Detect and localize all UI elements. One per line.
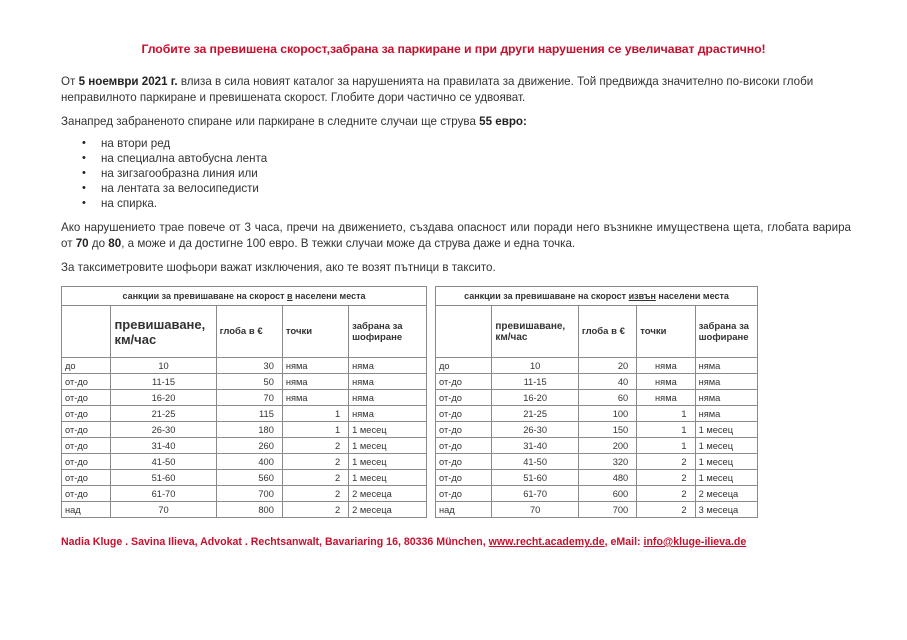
speed-excess-cell: 31-40 (111, 438, 216, 454)
parking-prefix: Занапред забраненото спиране или паркиране в следните случаи ще струва (61, 115, 480, 128)
speed-excess-cell: 70 (111, 502, 216, 518)
points-cell: 2 (637, 470, 695, 486)
points-cell: 1 (637, 406, 695, 422)
points-cell: няма (282, 390, 348, 406)
fine-cell: 180 (216, 422, 282, 438)
list-item: • на зигзагообразна линия или (61, 166, 267, 181)
fines-table-in-city (61, 286, 427, 518)
fine-cell: 700 (216, 486, 282, 502)
range-type-cell: от-до (62, 374, 111, 390)
driving-ban-cell: 1 месец (695, 438, 757, 454)
driving-ban-cell: 1 месец (695, 470, 757, 486)
fine-cell: 480 (578, 470, 636, 486)
speed-excess-cell: 41-50 (111, 454, 216, 470)
driving-ban-cell: няма (695, 390, 757, 406)
points-cell: 2 (637, 502, 695, 518)
range-type-cell: от-до (436, 374, 492, 390)
table-row (62, 502, 427, 518)
driving-ban-cell: няма (349, 374, 427, 390)
points-cell: няма (637, 390, 695, 406)
violation-mid: до (88, 237, 109, 250)
range-type-cell: от-до (62, 486, 111, 502)
violation-paragraph (61, 220, 851, 252)
range-type-cell: до (62, 358, 111, 374)
caption-underlined: извън (628, 291, 656, 301)
header-cell: глоба в € (216, 306, 282, 358)
intro-prefix: От (61, 75, 79, 88)
caption-underlined: в (286, 291, 293, 301)
header-cell (62, 306, 111, 358)
parking-cases-list (61, 136, 267, 211)
table-row (62, 454, 427, 470)
speed-excess-cell: 10 (492, 358, 579, 374)
header-cell (436, 306, 492, 358)
table-row (436, 422, 758, 438)
speed-excess-cell: 16-20 (111, 390, 216, 406)
driving-ban-cell: няма (695, 374, 757, 390)
table-row (436, 374, 758, 390)
range-type-cell: над (62, 502, 111, 518)
header-cell: точки (282, 306, 348, 358)
speed-excess-cell: 31-40 (492, 438, 579, 454)
driving-ban-cell: 1 месец (349, 470, 427, 486)
points-cell: няма (282, 358, 348, 374)
range-type-cell: от-до (436, 390, 492, 406)
fine-min: 70 (75, 237, 89, 250)
list-item: • на специална автобусна лента (61, 151, 267, 166)
range-type-cell: от-до (62, 390, 111, 406)
points-cell: 1 (282, 406, 348, 422)
table-row (436, 470, 758, 486)
range-type-cell: от-до (436, 438, 492, 454)
fine-cell: 70 (216, 390, 282, 406)
driving-ban-cell: няма (695, 406, 757, 422)
violation-suffix: , а може и да достигне 100 евро. В тежки случаи може да струва даже и една точка. (121, 237, 576, 250)
driving-ban-cell: 1 месец (349, 422, 427, 438)
page-title: Глобите за превишена скорост,забрана за паркиране и при други нарушения се увеличават драстично! (141, 42, 766, 56)
fine-cell: 40 (578, 374, 636, 390)
range-type-cell: от-до (62, 438, 111, 454)
range-type-cell: до (436, 358, 492, 374)
driving-ban-cell: 2 месеца (349, 502, 427, 518)
fine-cell: 115 (216, 406, 282, 422)
driving-ban-cell: 1 месец (349, 438, 427, 454)
fine-cell: 20 (578, 358, 636, 374)
driving-ban-cell: 2 месеца (349, 486, 427, 502)
points-cell: 2 (282, 438, 348, 454)
table-header-row (62, 306, 427, 358)
header-cell: забрана за шофиране (349, 306, 427, 358)
driving-ban-cell: 1 месец (349, 454, 427, 470)
table-row (62, 438, 427, 454)
driving-ban-cell: няма (349, 406, 427, 422)
intro-suffix: влиза в сила новият каталог за нарушенията на правилата за движение. Той предвижда значително по-високи глоби неправилното паркиране и превишената скорост. Глобите дори частично се удвояват. (61, 75, 814, 104)
speed-excess-cell: 26-30 (111, 422, 216, 438)
fine-cell: 50 (216, 374, 282, 390)
range-type-cell: от-до (436, 454, 492, 470)
table-row (62, 374, 427, 390)
fine-max: 80 (108, 237, 122, 250)
speed-excess-cell: 11-15 (111, 374, 216, 390)
fine-cell: 60 (578, 390, 636, 406)
table-row (62, 358, 427, 374)
table-row (62, 406, 427, 422)
parking-fine-amount: 55 евро: (479, 115, 527, 128)
points-cell: няма (282, 374, 348, 390)
table-row (62, 390, 427, 406)
points-cell: 2 (282, 470, 348, 486)
speed-excess-cell: 16-20 (492, 390, 579, 406)
range-type-cell: от-до (62, 406, 111, 422)
fines-table-outside-city (435, 286, 758, 518)
range-type-cell: от-до (62, 422, 111, 438)
table-row (436, 406, 758, 422)
list-item: • на втори ред (61, 136, 267, 151)
points-cell: 2 (282, 486, 348, 502)
fine-cell: 320 (578, 454, 636, 470)
violation-prefix: Ако нарушението трае повече от 3 часа, пречи на движението, създава опасност или поради него възникне имуществена щета, глобата варира от (61, 221, 851, 250)
header-cell: превишаване, км/час (492, 306, 579, 358)
range-type-cell: от-до (436, 422, 492, 438)
driving-ban-cell: няма (349, 358, 427, 374)
points-cell: 1 (637, 422, 695, 438)
speed-excess-cell: 10 (111, 358, 216, 374)
speed-excess-cell: 61-70 (111, 486, 216, 502)
effective-date: 5 ноември 2021 г. (78, 75, 178, 88)
fine-cell: 260 (216, 438, 282, 454)
table-row (436, 358, 758, 374)
fine-cell: 800 (216, 502, 282, 518)
website-link[interactable]: www.recht.academy.de (488, 536, 605, 548)
speed-excess-cell: 70 (492, 502, 579, 518)
table-row (436, 438, 758, 454)
table-header-row (436, 306, 758, 358)
speed-excess-cell: 21-25 (492, 406, 579, 422)
range-type-cell: над (436, 502, 492, 518)
fine-cell: 600 (578, 486, 636, 502)
fine-cell: 700 (578, 502, 636, 518)
intro-paragraph (61, 74, 851, 106)
points-cell: 1 (282, 422, 348, 438)
range-type-cell: от-до (436, 470, 492, 486)
email-label: , eMail: (604, 536, 644, 548)
fine-cell: 100 (578, 406, 636, 422)
points-cell: 2 (637, 486, 695, 502)
points-cell: 2 (282, 502, 348, 518)
taxi-paragraph: За таксиметровите шофьори важат изключения, ако те возят пътници в таксито. (61, 261, 496, 274)
header-cell: глоба в € (578, 306, 636, 358)
list-item: • на лентата за велосипедисти (61, 181, 267, 196)
speed-excess-cell: 51-60 (492, 470, 579, 486)
header-cell: точки (637, 306, 695, 358)
table-caption: санкции за превишаване на скорост в населени места (62, 287, 427, 306)
driving-ban-cell: 1 месец (695, 454, 757, 470)
table-row (436, 454, 758, 470)
speed-excess-cell: 26-30 (492, 422, 579, 438)
table-row (436, 486, 758, 502)
speed-excess-cell: 21-25 (111, 406, 216, 422)
range-type-cell: от-до (62, 454, 111, 470)
footer-contact (61, 536, 746, 548)
speed-excess-cell: 51-60 (111, 470, 216, 486)
points-cell: 2 (282, 454, 348, 470)
header-cell: забрана за шофиране (695, 306, 757, 358)
fine-cell: 150 (578, 422, 636, 438)
fine-cell: 560 (216, 470, 282, 486)
driving-ban-cell: 2 месеца (695, 486, 757, 502)
points-cell: 2 (637, 454, 695, 470)
range-type-cell: от-до (436, 406, 492, 422)
list-item: • на спирка. (61, 196, 267, 211)
speed-excess-cell: 11-15 (492, 374, 579, 390)
driving-ban-cell: 3 месеца (695, 502, 757, 518)
speed-excess-cell: 41-50 (492, 454, 579, 470)
driving-ban-cell: няма (695, 358, 757, 374)
driving-ban-cell: 1 месец (695, 422, 757, 438)
email-link[interactable]: info@kluge-ilieva.de (643, 536, 747, 548)
fine-cell: 30 (216, 358, 282, 374)
table-row (436, 390, 758, 406)
points-cell: няма (637, 374, 695, 390)
fine-cell: 200 (578, 438, 636, 454)
parking-paragraph (61, 114, 851, 130)
table-row (62, 422, 427, 438)
points-cell: няма (637, 358, 695, 374)
fine-cell: 400 (216, 454, 282, 470)
range-type-cell: от-до (436, 486, 492, 502)
range-type-cell: от-до (62, 470, 111, 486)
header-cell: превишаване, км/час (111, 306, 216, 358)
table-caption: санкции за превишаване на скорост извън населени места (436, 287, 758, 306)
table-row (62, 486, 427, 502)
speed-excess-cell: 61-70 (492, 486, 579, 502)
driving-ban-cell: няма (349, 390, 427, 406)
footer-text: Nadia Kluge . Savina Ilieva, Advokat . Rechtsanwalt, Bavariaring 16, 80336 München, (61, 536, 489, 548)
table-row (62, 470, 427, 486)
table-row (436, 502, 758, 518)
points-cell: 1 (637, 438, 695, 454)
